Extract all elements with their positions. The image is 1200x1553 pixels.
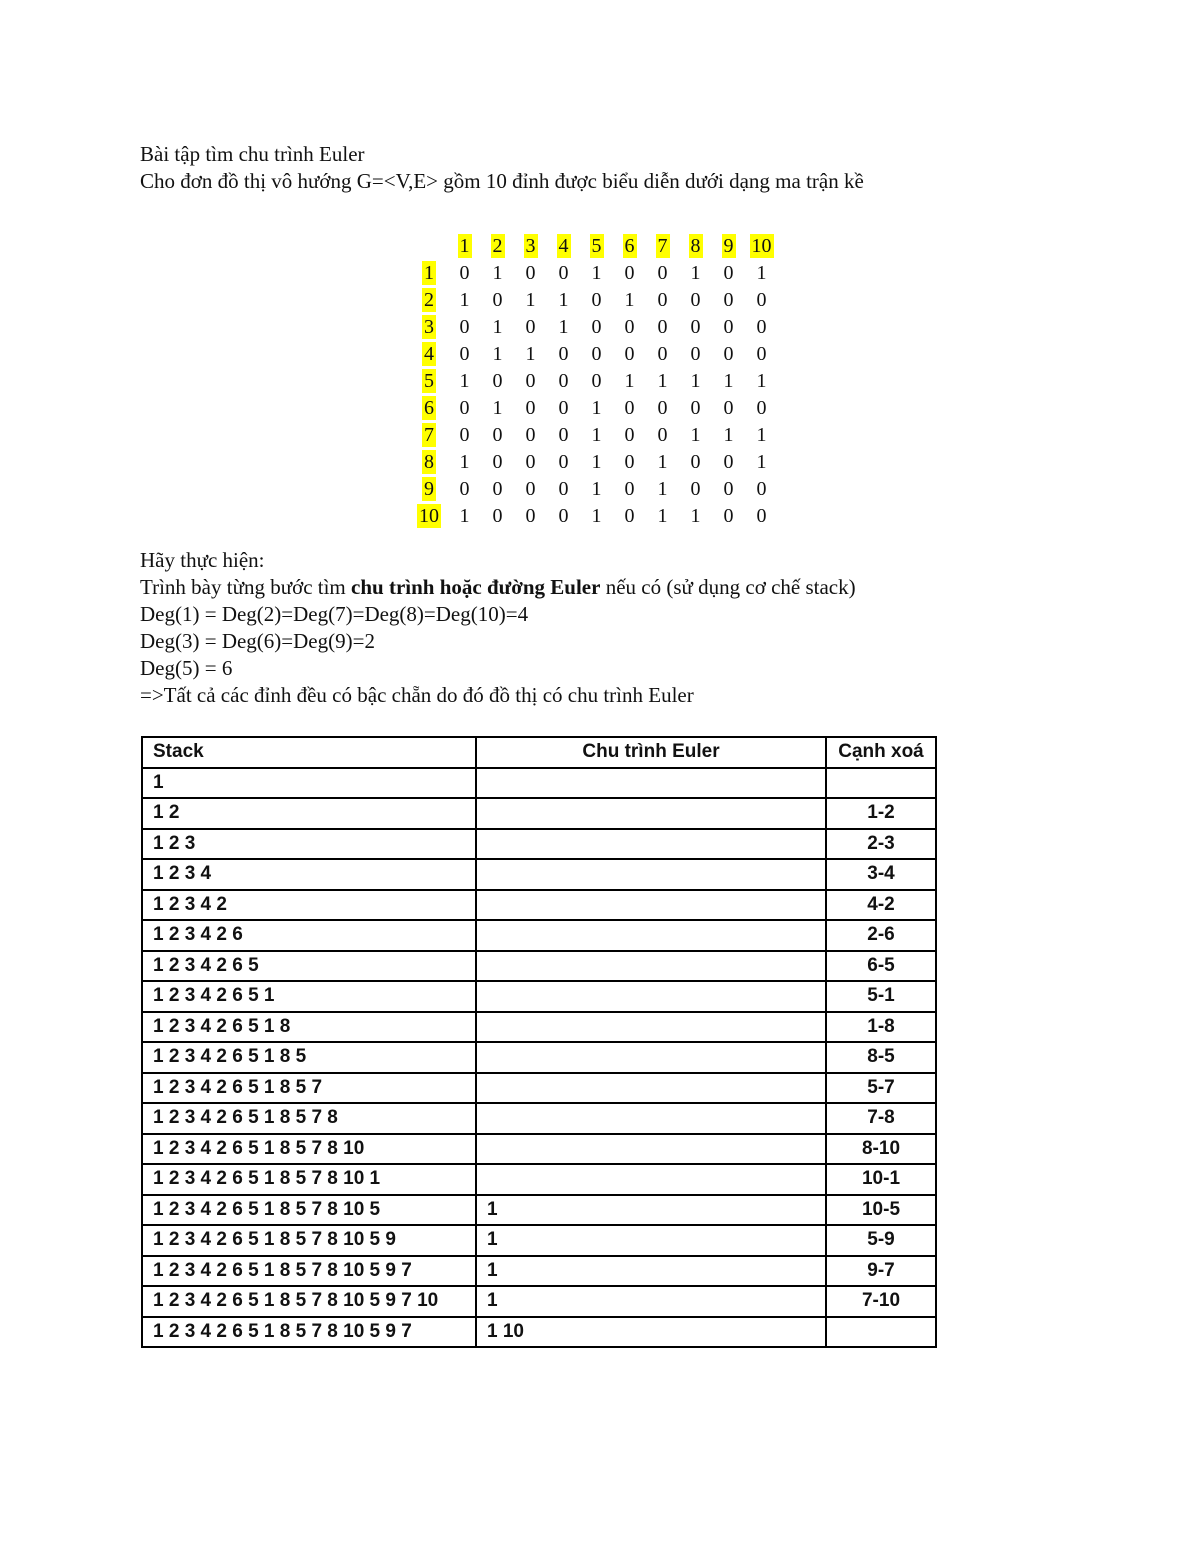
matrix-cell: 0 (624, 505, 635, 527)
matrix-cell: 0 (624, 316, 635, 338)
matrix-col-label (580, 233, 613, 260)
matrix-cell: 1 (657, 478, 668, 500)
matrix-cell: 0 (756, 289, 767, 311)
conclusion-text: =>Tất cả các đỉnh đều có bậc chẵn do đó đồ thị có chu trình Euler (140, 683, 694, 707)
matrix-col-label-text: 4 (558, 235, 569, 257)
cell-removed-edge (826, 768, 936, 799)
cell-stack: 1 2 3 4 (142, 859, 476, 890)
matrix-cell: 0 (591, 370, 602, 392)
matrix-cell: 0 (723, 343, 734, 365)
cell-euler-cycle: 1 (476, 1195, 826, 1226)
matrix-row (410, 449, 778, 476)
table-row (142, 768, 936, 799)
matrix-cell: 1 (525, 289, 536, 311)
cell-stack: 1 2 3 4 2 6 5 1 (142, 981, 476, 1012)
degree-line-3: Deg(5) = 6 (140, 656, 233, 680)
cell-removed-edge: 2-6 (826, 920, 936, 951)
table-row (142, 798, 936, 829)
matrix-cell: 0 (459, 343, 470, 365)
matrix-cell: 0 (525, 424, 536, 446)
matrix-cell: 0 (492, 289, 503, 311)
matrix-col-label (481, 233, 514, 260)
matrix-corner (410, 233, 448, 260)
matrix-cell: 0 (690, 343, 701, 365)
matrix-cell: 1 (492, 343, 503, 365)
cell-removed-edge (826, 1317, 936, 1348)
matrix-cell: 1 (756, 262, 767, 284)
matrix-cell: 0 (459, 424, 470, 446)
cell-euler-cycle (476, 1164, 826, 1195)
cell-euler-cycle (476, 890, 826, 921)
matrix-row-label (410, 341, 448, 368)
matrix-cell: 0 (657, 343, 668, 365)
matrix-col-label-text: 1 (459, 235, 470, 257)
matrix-cell: 0 (657, 424, 668, 446)
matrix-cell: 0 (525, 451, 536, 473)
matrix-cell: 1 (525, 343, 536, 365)
matrix-col-label (448, 233, 481, 260)
cell-euler-cycle (476, 920, 826, 951)
matrix-cell: 0 (723, 397, 734, 419)
matrix-cell: 0 (558, 505, 569, 527)
matrix-cell: 0 (723, 262, 734, 284)
matrix-cell: 0 (756, 316, 767, 338)
table-row (142, 1195, 936, 1226)
cell-stack: 1 2 3 (142, 829, 476, 860)
cell-removed-edge: 6-5 (826, 951, 936, 982)
matrix-cell: 0 (624, 397, 635, 419)
matrix-col-label (514, 233, 547, 260)
cell-removed-edge: 10-5 (826, 1195, 936, 1226)
matrix-cell: 0 (525, 262, 536, 284)
matrix-row-label (410, 422, 448, 449)
cell-removed-edge: 3-4 (826, 859, 936, 890)
cell-stack: 1 2 3 4 2 6 5 1 8 5 7 8 10 5 (142, 1195, 476, 1226)
matrix-cell: 0 (591, 289, 602, 311)
matrix-cell: 1 (492, 397, 503, 419)
matrix-cell: 0 (624, 262, 635, 284)
cell-removed-edge: 8-5 (826, 1042, 936, 1073)
matrix-col-label (712, 233, 745, 260)
cell-stack: 1 2 3 4 2 6 5 1 8 5 7 8 10 5 9 7 10 (142, 1286, 476, 1317)
matrix-row-label-text: 7 (424, 424, 434, 446)
table-row (142, 920, 936, 951)
matrix-row-label-text: 2 (424, 289, 434, 311)
matrix-cell: 0 (558, 262, 569, 284)
cell-stack: 1 2 3 4 2 (142, 890, 476, 921)
matrix-col-label (745, 233, 778, 260)
cell-stack: 1 (142, 768, 476, 799)
cell-removed-edge: 5-9 (826, 1225, 936, 1256)
table-row (142, 1225, 936, 1256)
matrix-row (410, 476, 778, 503)
cell-euler-cycle (476, 829, 826, 860)
matrix-row (410, 368, 778, 395)
matrix-col-label (547, 233, 580, 260)
cell-stack: 1 2 3 4 2 6 5 1 8 (142, 1012, 476, 1043)
table-row (142, 1164, 936, 1195)
cell-euler-cycle (476, 1073, 826, 1104)
matrix-row-label (410, 368, 448, 395)
table-row (142, 1073, 936, 1104)
cell-stack: 1 2 3 4 2 6 5 1 8 5 7 8 10 5 9 7 (142, 1317, 476, 1348)
cell-removed-edge: 10-1 (826, 1164, 936, 1195)
task-instruction-post: nếu có (sử dụng cơ chế stack) (600, 575, 856, 599)
task-instruction-bold: chu trình hoặc đường Euler (351, 575, 601, 599)
matrix-cell: 0 (624, 343, 635, 365)
table-row (142, 951, 936, 982)
matrix-cell: 1 (657, 505, 668, 527)
matrix-cell: 0 (492, 478, 503, 500)
matrix-cell: 0 (624, 424, 635, 446)
matrix-row-label (410, 476, 448, 503)
matrix-cell: 1 (624, 370, 635, 392)
matrix-cell: 0 (723, 316, 734, 338)
matrix-cell: 0 (723, 289, 734, 311)
matrix-cell: 0 (558, 424, 569, 446)
matrix-row-label (410, 395, 448, 422)
task-heading: Hãy thực hiện: (140, 548, 265, 572)
matrix-cell: 1 (591, 505, 602, 527)
matrix-cell: 1 (756, 370, 767, 392)
matrix-row-label-text: 3 (424, 316, 434, 338)
cell-euler-cycle (476, 981, 826, 1012)
matrix-col-label (679, 233, 712, 260)
table-row (142, 890, 936, 921)
cell-removed-edge: 5-1 (826, 981, 936, 1012)
matrix-cell: 1 (690, 262, 701, 284)
cell-stack: 1 2 3 4 2 6 5 1 8 5 7 (142, 1073, 476, 1104)
matrix-cell: 1 (723, 424, 734, 446)
matrix-cell: 0 (525, 397, 536, 419)
matrix-row (410, 260, 778, 287)
matrix-cell: 0 (459, 262, 470, 284)
table-row (142, 1103, 936, 1134)
cell-euler-cycle (476, 768, 826, 799)
matrix-row-label (410, 287, 448, 314)
matrix-cell: 1 (459, 505, 470, 527)
cell-stack: 1 2 3 4 2 6 5 (142, 951, 476, 982)
table-row (142, 1317, 936, 1348)
matrix-row (410, 287, 778, 314)
cell-stack: 1 2 3 4 2 6 5 1 8 5 (142, 1042, 476, 1073)
cell-removed-edge: 7-10 (826, 1286, 936, 1317)
table-row (142, 1042, 936, 1073)
table-row (142, 829, 936, 860)
cell-euler-cycle (476, 798, 826, 829)
matrix-header-row (410, 233, 778, 260)
matrix-row-label (410, 314, 448, 341)
matrix-cell: 0 (690, 397, 701, 419)
matrix-cell: 1 (492, 316, 503, 338)
matrix-cell: 1 (591, 478, 602, 500)
matrix-cell: 0 (492, 424, 503, 446)
cell-removed-edge: 1-2 (826, 798, 936, 829)
cell-stack: 1 2 3 4 2 6 5 1 8 5 7 8 10 1 (142, 1164, 476, 1195)
matrix-cell: 0 (657, 397, 668, 419)
matrix-col-label-text: 3 (525, 235, 536, 257)
matrix-col-label-text: 2 (492, 235, 503, 257)
table-row (142, 1134, 936, 1165)
matrix-cell: 0 (525, 370, 536, 392)
cell-stack: 1 2 3 4 2 6 (142, 920, 476, 951)
matrix-row-label (410, 260, 448, 287)
matrix-cell: 0 (525, 505, 536, 527)
matrix-cell: 0 (756, 397, 767, 419)
matrix-row-label-text: 6 (424, 397, 434, 419)
degree-line-1: Deg(1) = Deg(2)=Deg(7)=Deg(8)=Deg(10)=4 (140, 602, 529, 626)
cell-removed-edge: 1-8 (826, 1012, 936, 1043)
matrix-row-label-text: 5 (424, 370, 434, 392)
matrix-row (410, 395, 778, 422)
matrix-cell: 1 (657, 451, 668, 473)
matrix-row (410, 422, 778, 449)
matrix-cell: 1 (459, 289, 470, 311)
cell-euler-cycle (476, 859, 826, 890)
matrix-cell: 0 (657, 289, 668, 311)
matrix-cell: 0 (591, 316, 602, 338)
table-row (142, 1256, 936, 1287)
cell-euler-cycle: 1 (476, 1286, 826, 1317)
cell-removed-edge: 5-7 (826, 1073, 936, 1104)
matrix-cell: 1 (657, 370, 668, 392)
matrix-row-label-text: 1 (424, 262, 434, 284)
matrix-row (410, 314, 778, 341)
matrix-cell: 0 (558, 343, 569, 365)
matrix-cell: 1 (591, 262, 602, 284)
cell-euler-cycle: 1 10 (476, 1317, 826, 1348)
header-removed-edge: Cạnh xoá (826, 737, 936, 768)
matrix-cell: 1 (690, 505, 701, 527)
cell-removed-edge: 9-7 (826, 1256, 936, 1287)
matrix-col-label-text: 10 (751, 235, 772, 257)
matrix-col-label-text: 9 (723, 235, 734, 257)
matrix-row (410, 503, 778, 530)
matrix-col-label (646, 233, 679, 260)
matrix-cell: 0 (558, 478, 569, 500)
matrix-cell: 1 (591, 397, 602, 419)
table-header-row (142, 737, 936, 768)
matrix-cell: 1 (459, 370, 470, 392)
matrix-cell: 0 (690, 478, 701, 500)
matrix-cell: 0 (756, 478, 767, 500)
matrix-cell: 0 (657, 316, 668, 338)
intro-text: Cho đơn đồ thị vô hướng G=<V,E> gồm 10 đỉnh được biểu diễn dưới dạng ma trận kề (140, 169, 864, 193)
matrix-cell: 0 (492, 370, 503, 392)
cell-removed-edge: 8-10 (826, 1134, 936, 1165)
matrix-cell: 1 (690, 370, 701, 392)
matrix-cell: 0 (558, 451, 569, 473)
matrix-row-label-text: 9 (424, 478, 434, 500)
matrix-cell: 0 (756, 505, 767, 527)
header-euler-cycle: Chu trình Euler (476, 737, 826, 768)
matrix-cell: 0 (624, 451, 635, 473)
header-stack: Stack (142, 737, 476, 768)
table-row (142, 859, 936, 890)
matrix-cell: 1 (591, 451, 602, 473)
matrix-row (410, 341, 778, 368)
task-instruction (140, 574, 856, 601)
cell-euler-cycle (476, 1042, 826, 1073)
matrix-cell: 1 (558, 289, 569, 311)
adjacency-matrix (410, 233, 778, 530)
cell-euler-cycle (476, 1134, 826, 1165)
table-row (142, 1012, 936, 1043)
matrix-cell: 1 (459, 451, 470, 473)
matrix-cell: 0 (525, 478, 536, 500)
cell-removed-edge: 7-8 (826, 1103, 936, 1134)
matrix-row-label-text: 10 (419, 505, 439, 527)
cell-stack: 1 2 3 4 2 6 5 1 8 5 7 8 10 (142, 1134, 476, 1165)
matrix-cell: 0 (723, 451, 734, 473)
matrix-cell: 0 (723, 505, 734, 527)
matrix-cell: 1 (756, 451, 767, 473)
matrix-col-label (613, 233, 646, 260)
table-row (142, 1286, 936, 1317)
page-title: Bài tập tìm chu trình Euler (140, 142, 365, 166)
matrix-cell: 0 (459, 316, 470, 338)
matrix-col-label-text: 6 (624, 235, 635, 257)
cell-euler-cycle: 1 (476, 1225, 826, 1256)
table-row (142, 981, 936, 1012)
matrix-cell: 1 (723, 370, 734, 392)
matrix-col-label-text: 5 (591, 235, 602, 257)
cell-euler-cycle (476, 951, 826, 982)
cell-stack: 1 2 (142, 798, 476, 829)
cell-euler-cycle (476, 1103, 826, 1134)
matrix-cell: 1 (690, 424, 701, 446)
matrix-row-label-text: 4 (424, 343, 434, 365)
matrix-cell: 0 (558, 370, 569, 392)
matrix-cell: 1 (624, 289, 635, 311)
cell-stack: 1 2 3 4 2 6 5 1 8 5 7 8 (142, 1103, 476, 1134)
matrix-cell: 1 (591, 424, 602, 446)
matrix-cell: 0 (690, 451, 701, 473)
matrix-cell: 0 (558, 397, 569, 419)
cell-euler-cycle: 1 (476, 1256, 826, 1287)
matrix-cell: 0 (591, 343, 602, 365)
cell-removed-edge: 2-3 (826, 829, 936, 860)
matrix-row-label (410, 503, 448, 530)
degree-line-2: Deg(3) = Deg(6)=Deg(9)=2 (140, 629, 375, 653)
matrix-cell: 1 (492, 262, 503, 284)
cell-euler-cycle (476, 1012, 826, 1043)
matrix-cell: 1 (558, 316, 569, 338)
cell-removed-edge: 4-2 (826, 890, 936, 921)
matrix-cell: 0 (690, 289, 701, 311)
matrix-cell: 0 (624, 478, 635, 500)
matrix-cell: 0 (492, 451, 503, 473)
matrix-cell: 0 (756, 343, 767, 365)
matrix-row-label (410, 449, 448, 476)
cell-stack: 1 2 3 4 2 6 5 1 8 5 7 8 10 5 9 (142, 1225, 476, 1256)
matrix-col-label-text: 7 (657, 235, 668, 257)
matrix-cell: 0 (657, 262, 668, 284)
matrix-cell: 1 (756, 424, 767, 446)
cell-stack: 1 2 3 4 2 6 5 1 8 5 7 8 10 5 9 7 (142, 1256, 476, 1287)
matrix-cell: 0 (459, 478, 470, 500)
matrix-cell: 0 (525, 316, 536, 338)
matrix-cell: 0 (459, 397, 470, 419)
matrix-row-label-text: 8 (424, 451, 434, 473)
matrix-col-label-text: 8 (690, 235, 701, 257)
matrix-cell: 0 (492, 505, 503, 527)
matrix-cell: 0 (690, 316, 701, 338)
task-instruction-pre: Trình bày từng bước tìm (140, 575, 352, 599)
matrix-cell: 0 (723, 478, 734, 500)
euler-steps-table (141, 736, 937, 1348)
